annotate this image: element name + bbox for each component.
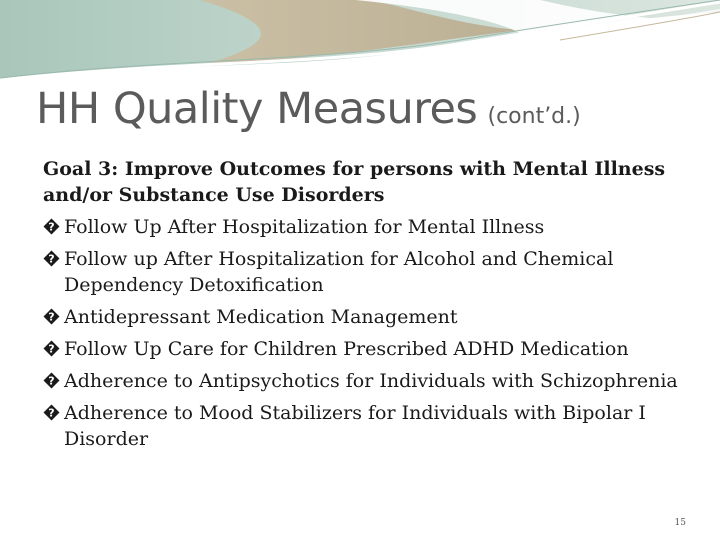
bullet-text: Follow Up Care for Children Prescribed ADHD Medication — [64, 338, 629, 360]
slide-body — [43, 156, 693, 458]
list-item — [43, 246, 693, 298]
bullet-text: Follow Up After Hospitalization for Mental Illness — [64, 216, 545, 238]
svg-text:?: ? — [48, 310, 55, 324]
title-main: HH Quality Measures — [36, 84, 478, 134]
list-item — [43, 214, 693, 240]
bullet-text: Adherence to Antipsychotics for Individuals with Schizophrenia — [64, 370, 678, 392]
replacement-character-icon — [43, 340, 60, 357]
replacement-character-icon — [43, 308, 60, 325]
svg-text:?: ? — [48, 342, 55, 356]
slide-title — [36, 84, 581, 134]
replacement-character-icon — [43, 372, 60, 389]
replacement-character-icon — [43, 250, 60, 267]
list-item — [43, 368, 693, 394]
svg-text:?: ? — [48, 252, 55, 266]
svg-text:?: ? — [48, 220, 55, 234]
svg-text:?: ? — [48, 406, 55, 420]
replacement-character-icon — [43, 404, 60, 421]
bullet-text: Adherence to Mood Stabilizers for Individuals with Bipolar I Disorder — [64, 402, 646, 450]
bullet-text: Follow up After Hospitalization for Alcohol and Chemical Dependency Detoxification — [64, 248, 614, 296]
list-item — [43, 336, 693, 362]
list-item — [43, 304, 693, 330]
title-suffix: (cont’d.) — [487, 104, 581, 129]
page-number: 15 — [674, 518, 686, 528]
list-item — [43, 400, 693, 452]
goal-heading: Goal 3: Improve Outcomes for persons with Mental Illness and/or Substance Use Disorders — [43, 158, 666, 206]
bullet-text: Antidepressant Medication Management — [64, 306, 458, 328]
replacement-character-icon — [43, 218, 60, 235]
svg-text:?: ? — [48, 374, 55, 388]
top-wave-decoration — [0, 0, 720, 90]
measure-list — [43, 214, 693, 452]
